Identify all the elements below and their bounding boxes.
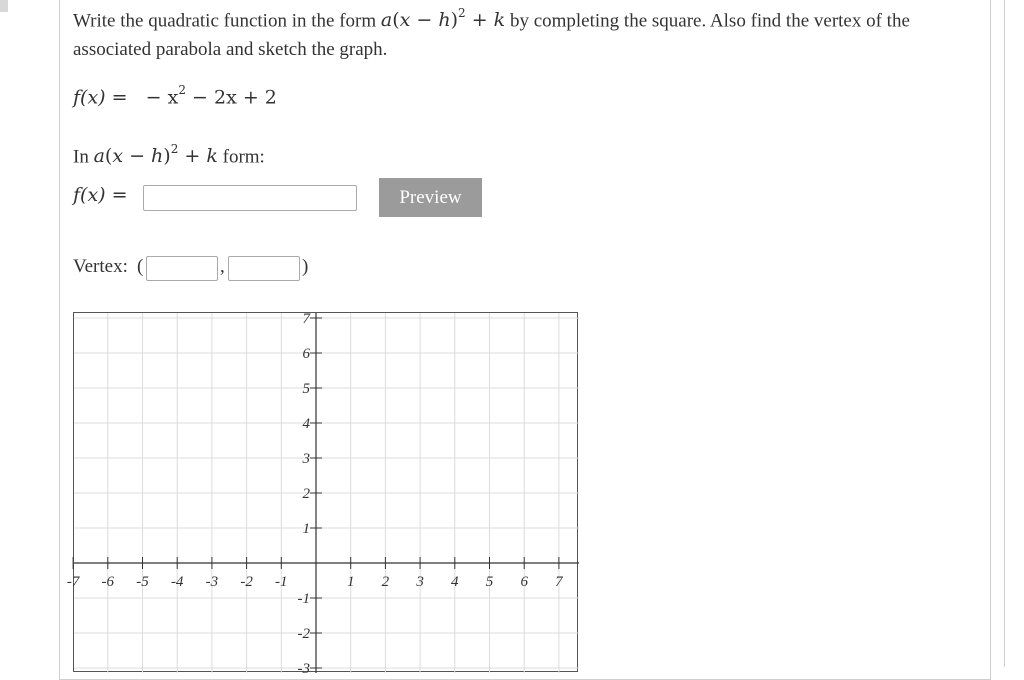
graph-canvas[interactable] <box>66 311 578 677</box>
y-tick-label: -3 <box>297 661 310 677</box>
y-tick-label: -2 <box>297 626 310 642</box>
given-function <box>73 85 277 108</box>
x-tick-label: -6 <box>101 574 115 590</box>
y-tick-label: -1 <box>297 591 310 607</box>
question-outro: by completing the square. Also find the vertex of the <box>509 10 910 32</box>
vertex-label: Vertex: <box>73 256 128 277</box>
x-tick-label: 4 <box>451 574 459 590</box>
form-prompt-pre: In <box>73 146 89 168</box>
x-tick-label: 6 <box>520 574 528 590</box>
function-rhs-leading: − x <box>145 86 179 109</box>
x-tick-label: -7 <box>66 574 80 590</box>
right-border <box>1004 0 1005 667</box>
form-prompt <box>73 144 265 168</box>
y-tick-label: 6 <box>302 346 310 362</box>
answer-row <box>73 178 673 218</box>
vertex-y-input[interactable] <box>228 256 300 281</box>
preview-button[interactable]: Preview <box>379 178 482 217</box>
x-tick-label: 7 <box>555 574 563 590</box>
left-panel-edge <box>0 0 8 12</box>
vertex-x-input[interactable] <box>146 256 218 281</box>
vertex-open-paren: ( <box>137 256 144 277</box>
x-tick-label: -1 <box>275 574 288 590</box>
form-prompt-expression: $a(x - h)^2 + k$ <box>93 142 218 168</box>
y-tick-label: 2 <box>302 486 310 502</box>
function-rhs-rest: − 2x + 2 <box>192 86 277 109</box>
vertex-row <box>73 253 373 283</box>
graph-svg[interactable] <box>66 311 579 677</box>
vertex-form-answer-input[interactable] <box>143 185 357 211</box>
form-prompt-post: form: <box>222 146 265 168</box>
x-tick-label: 5 <box>485 574 494 590</box>
function-exponent: 2 <box>178 83 186 97</box>
answer-lhs-label: f(x) = <box>73 184 128 206</box>
y-tick-label: 4 <box>302 416 310 432</box>
question-intro: Write the quadratic function in the form <box>73 10 377 32</box>
question-outro-line2: associated parabola and sketch the graph. <box>73 39 388 61</box>
x-tick-label: 2 <box>381 574 390 590</box>
vertex-form-expression: $a(x - h)^2 + k$ <box>380 6 506 32</box>
y-tick-label: 1 <box>302 521 310 537</box>
x-tick-label: -2 <box>240 574 253 590</box>
y-tick-label: 7 <box>302 311 310 327</box>
x-tick-label: -4 <box>170 574 184 590</box>
vertex-comma: , <box>220 256 225 277</box>
y-tick-label: 3 <box>302 451 310 467</box>
function-lhs: f(x) = <box>73 86 128 109</box>
question-text <box>73 1 953 64</box>
y-tick-label: 5 <box>302 381 310 397</box>
x-tick-label: -3 <box>205 574 219 590</box>
vertex-close-paren: ) <box>302 256 309 277</box>
x-tick-label: 1 <box>346 574 355 590</box>
x-tick-label: -5 <box>136 574 149 590</box>
x-tick-label: 3 <box>416 574 424 590</box>
